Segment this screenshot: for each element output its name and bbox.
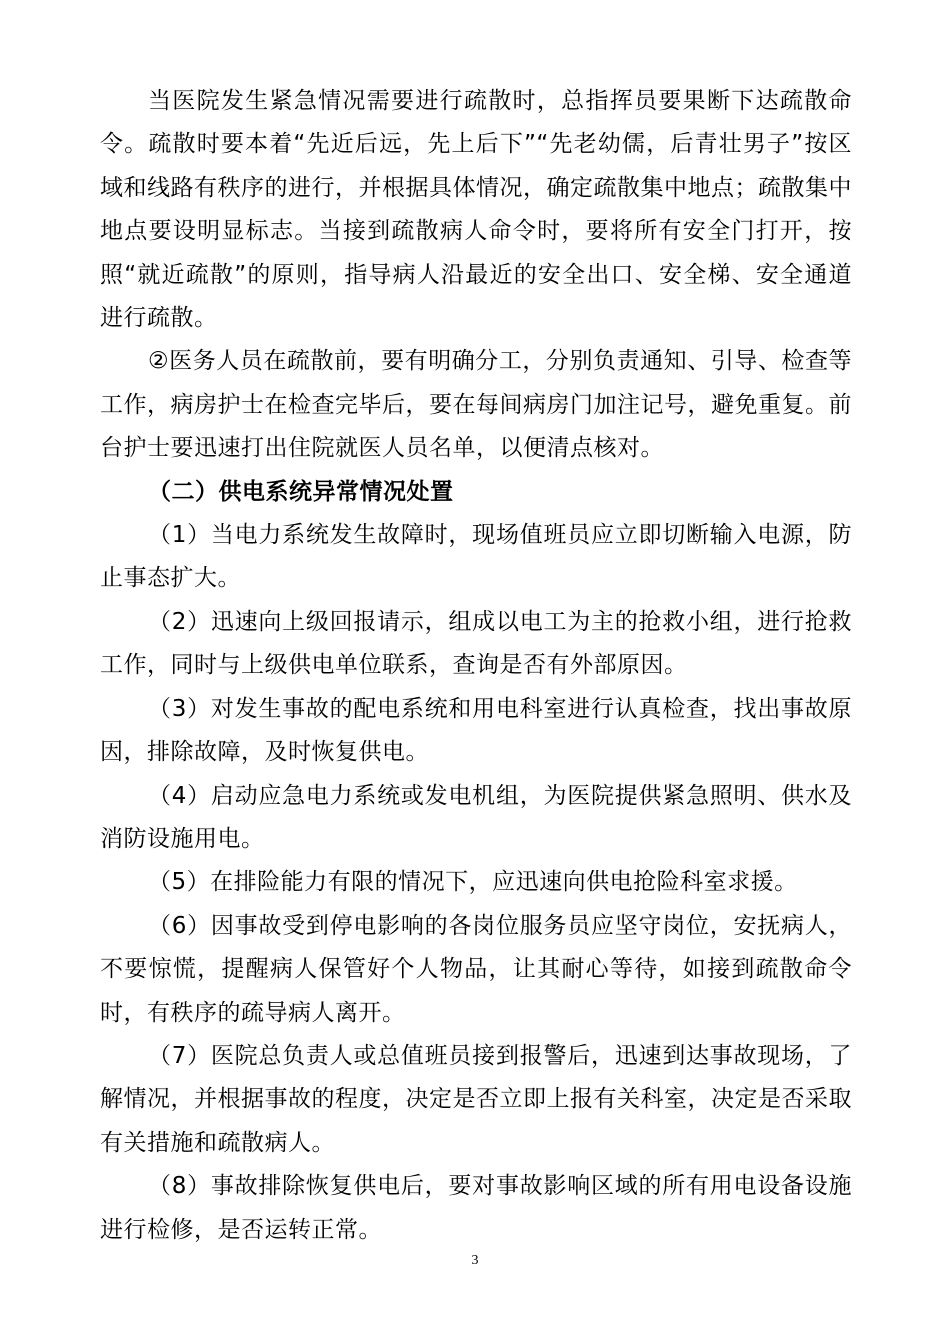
list-item: （1）当电力系统发生故障时，现场值班员应立即切断输入电源，防止事态扩大。 — [100, 522, 852, 592]
list-item: （5）在排险能力有限的情况下，应迅速向供电抢险科室求援。 — [148, 869, 798, 896]
list-item: （6）因事故受到停电影响的各岗位服务员应坚守岗位，安抚病人，不要惊慌，提醒病人保管好个人物品，让其耐心等待，如接到疏散命令时，有秩序的疏导病人离开。 — [100, 912, 852, 1026]
list-item: （7）医院总负责人或总值班员接到报警后，迅速到达事故现场，了解情况，并根据事故的程度，决定是否立即上报有关科室，决定是否采取有关措施和疏散病人。 — [100, 1042, 852, 1156]
list-item: （3）对发生事故的配电系统和用电科室进行认真检查，找出事故原因，排除故障，及时恢复供电。 — [100, 695, 852, 766]
page-number: 3 — [471, 1253, 479, 1268]
list-item: （2）迅速向上级回报请示，组成以电工为主的抢救小组，进行抢救工作，同时与上级供电单位联系，查询是否有外部原因。 — [100, 608, 852, 679]
section-heading: （二）供电系统异常情况处置 — [148, 478, 454, 505]
list-item: （8）事故排除恢复供电后，要对事故影响区域的所有用电设备设施进行检修，是否运转正常。 — [100, 1173, 852, 1243]
document-body — [100, 80, 852, 1252]
paragraph-evacuation-order: 当医院发生紧急情况需要进行疏散时，总指挥员要果断下达疏散命令。疏散时要本着“先近后远，先上后下”“先老幼儒，后青壮男子”按区域和线路有秩序的进行，并根据具体情况，确定疏散集中地点；疏散集中地点要设明显标志。当接到疏散病人命令时，要将所有安全门打开，按照“就近疏散”的原则，指导病人沿最近的安全出口、安全梯、安全通道进行疏散。 — [100, 88, 852, 332]
list-item: （4）启动应急电力系统或发电机组，为医院提供紧急照明、供水及消防设施用电。 — [100, 782, 852, 852]
paragraph-medical-staff-duties: ②医务人员在疏散前，要有明确分工，分别负责通知、引导、检查等工作，病房护士在检查完毕后，要在每间病房门加注记号，避免重复。前台护士要迅速打出住院就医人员名单，以便清点核对。 — [100, 348, 852, 462]
